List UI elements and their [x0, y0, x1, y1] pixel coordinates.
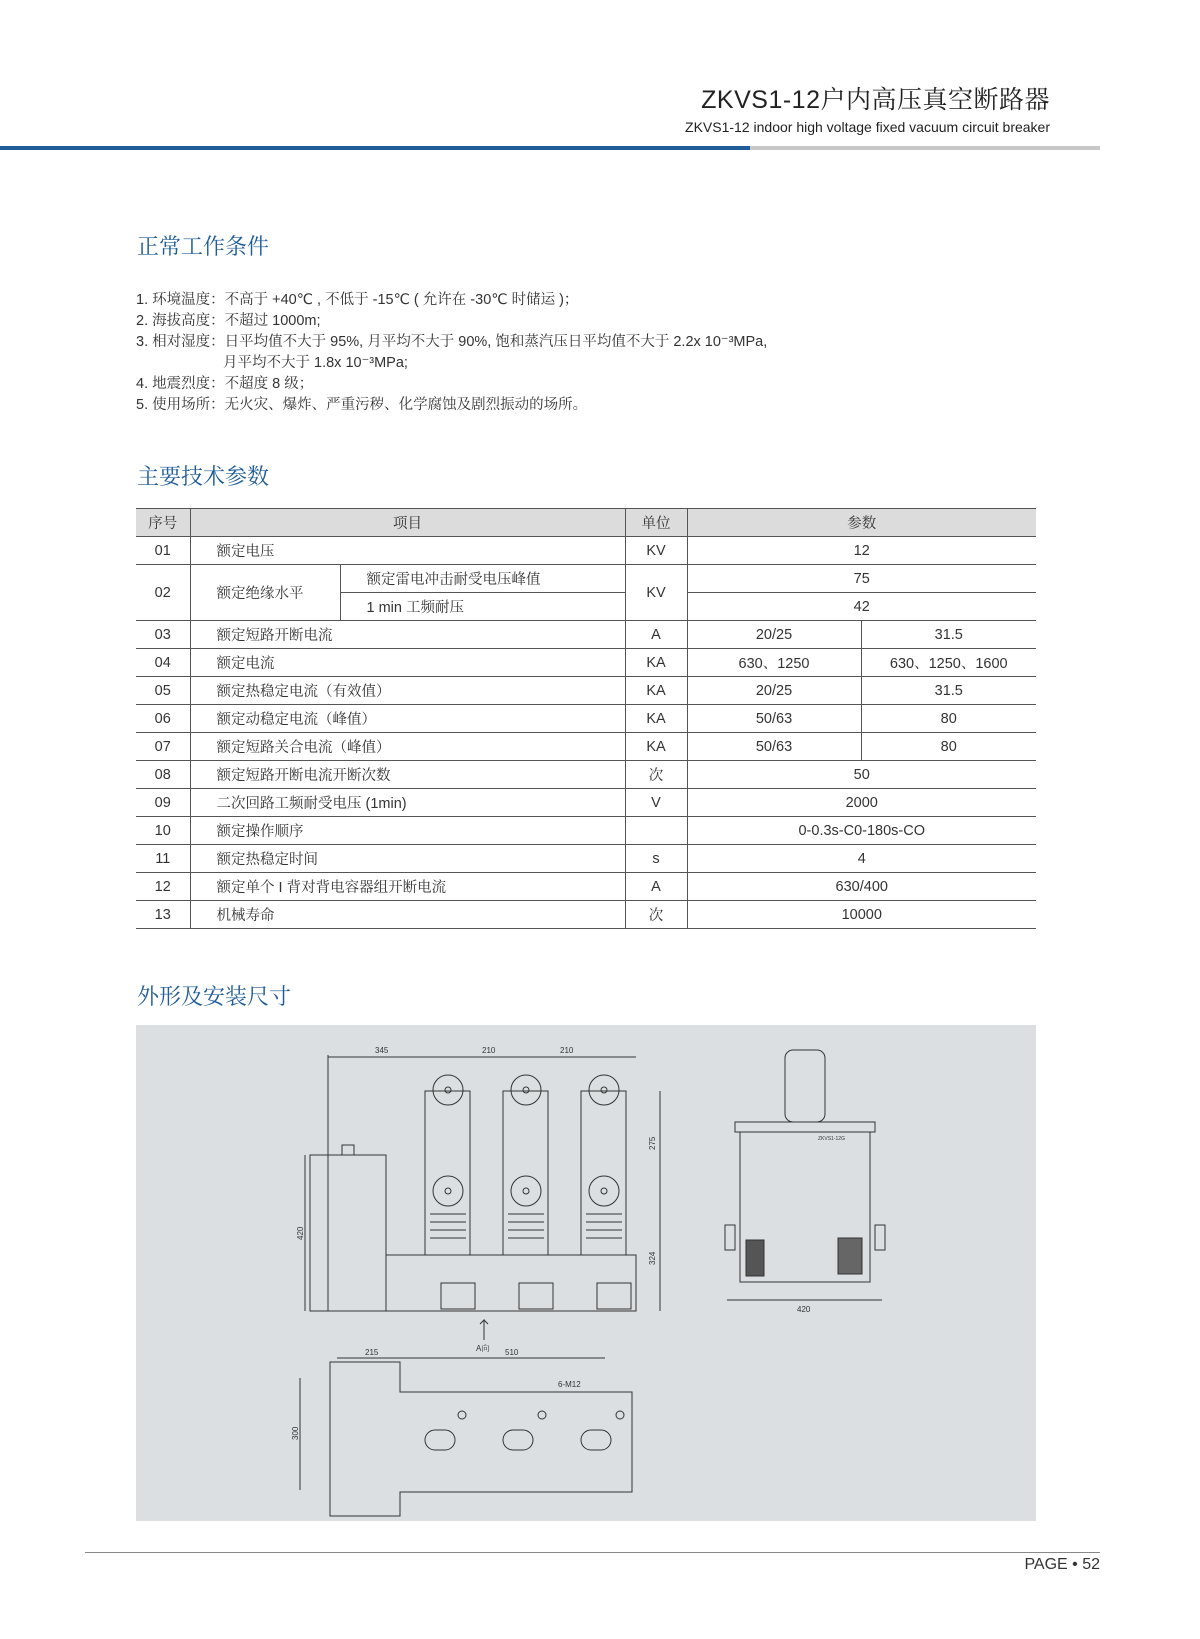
col-header: 参数	[687, 509, 1036, 537]
table-row: 04 额定电流 KA 630、1250 630、1250、1600	[136, 649, 1036, 677]
dim-420-label: 420	[296, 1226, 305, 1240]
condition-item: 2. 海拔高度：不超过 1000m;	[136, 313, 321, 329]
document-title-en: ZKVS1-12 indoor high voltage fixed vacuum circuit breaker	[685, 119, 1050, 135]
col-header: 序号	[136, 509, 190, 537]
view-a-label: A向	[476, 1344, 490, 1353]
table-row: 08 额定短路开断电流开断次数 次 50	[136, 761, 1036, 789]
dim-510-label: 510	[505, 1348, 519, 1357]
table-row: 03 额定短路开断电流 A 20/25 31.5	[136, 621, 1036, 649]
table-row: 02 额定绝缘水平 额定雷电冲击耐受电压峰值 KV 75	[136, 565, 1036, 593]
table-row: 10 额定操作顺序 0-0.3s-C0-180s-CO	[136, 817, 1036, 845]
footer-rule	[85, 1552, 1100, 1553]
table-row: 06 额定动稳定电流（峰值） KA 50/63 80	[136, 705, 1036, 733]
section-heading-conditions: 正常工作条件	[137, 234, 270, 259]
dim-215-label: 215	[365, 1348, 379, 1357]
dim-210-label: 210	[482, 1046, 496, 1055]
dimension-drawing	[136, 1025, 1036, 1521]
pole	[425, 1075, 475, 1309]
pole	[581, 1075, 631, 1309]
col-header: 单位	[625, 509, 687, 537]
dim-324-label: 324	[648, 1251, 657, 1265]
table-row: 05 额定热稳定电流（有效值） KA 20/25 31.5	[136, 677, 1036, 705]
condition-item: 5. 使用场所：无火灾、爆炸、严重污秽、化学腐蚀及剧烈振动的场所。	[136, 397, 588, 413]
front-view	[296, 1046, 660, 1353]
table-row: 1 min 工频耐压 42	[136, 593, 1036, 621]
dim-275-label: 275	[648, 1136, 657, 1150]
section-heading-dimensions: 外形及安装尺寸	[137, 984, 292, 1009]
bolt-spec-label: 6-M12	[558, 1380, 581, 1389]
pole	[503, 1075, 553, 1309]
side-view	[725, 1050, 885, 1314]
dim-300-label: 300	[291, 1426, 300, 1440]
dim-345-label: 345	[375, 1046, 389, 1055]
table-row: 11 额定热稳定时间 s 4	[136, 845, 1036, 873]
dim-420-width-label: 420	[797, 1305, 811, 1314]
page-number: PAGE • 52	[1024, 1556, 1100, 1573]
conditions-list	[136, 290, 767, 416]
section-heading-params: 主要技术参数	[137, 464, 270, 489]
condition-item: 月平均不大于 1.8x 10⁻³MPa;	[136, 355, 408, 371]
table-header-row	[136, 509, 1036, 537]
table-row: 12 额定单个 I 背对背电容器组开断电流 A 630/400	[136, 873, 1036, 901]
nameplate-label: ZKVS1-12G	[818, 1136, 845, 1142]
table-row: 07 额定短路关合电流（峰值） KA 50/63 80	[136, 733, 1036, 761]
header-rule-blue	[0, 146, 750, 150]
table-row: 01 额定电压 KV 12	[136, 537, 1036, 565]
condition-item: 1. 环境温度：不高于 +40℃ , 不低于 -15℃ ( 允许在 -30℃ 时储运 )；	[136, 292, 579, 308]
condition-item: 4. 地震烈度：不超度 8 级；	[136, 376, 314, 392]
dim-210-label: 210	[560, 1046, 574, 1055]
mounting-plan-view	[291, 1348, 632, 1516]
document-title-cn: ZKVS1-12户内高压真空断路器	[701, 86, 1050, 114]
condition-item: 3. 相对湿度：日平均值不大于 95%, 月平均不大于 90%, 饱和蒸汽压日平均值不大于 2.2x 10⁻³MPa,	[136, 334, 768, 350]
header-rule-gray	[750, 146, 1100, 150]
table-row: 09 二次回路工频耐受电压 (1min) V 2000	[136, 789, 1036, 817]
col-header: 项目	[190, 509, 625, 537]
parameters-table	[136, 508, 1036, 929]
table-row: 13 机械寿命 次 10000	[136, 901, 1036, 929]
